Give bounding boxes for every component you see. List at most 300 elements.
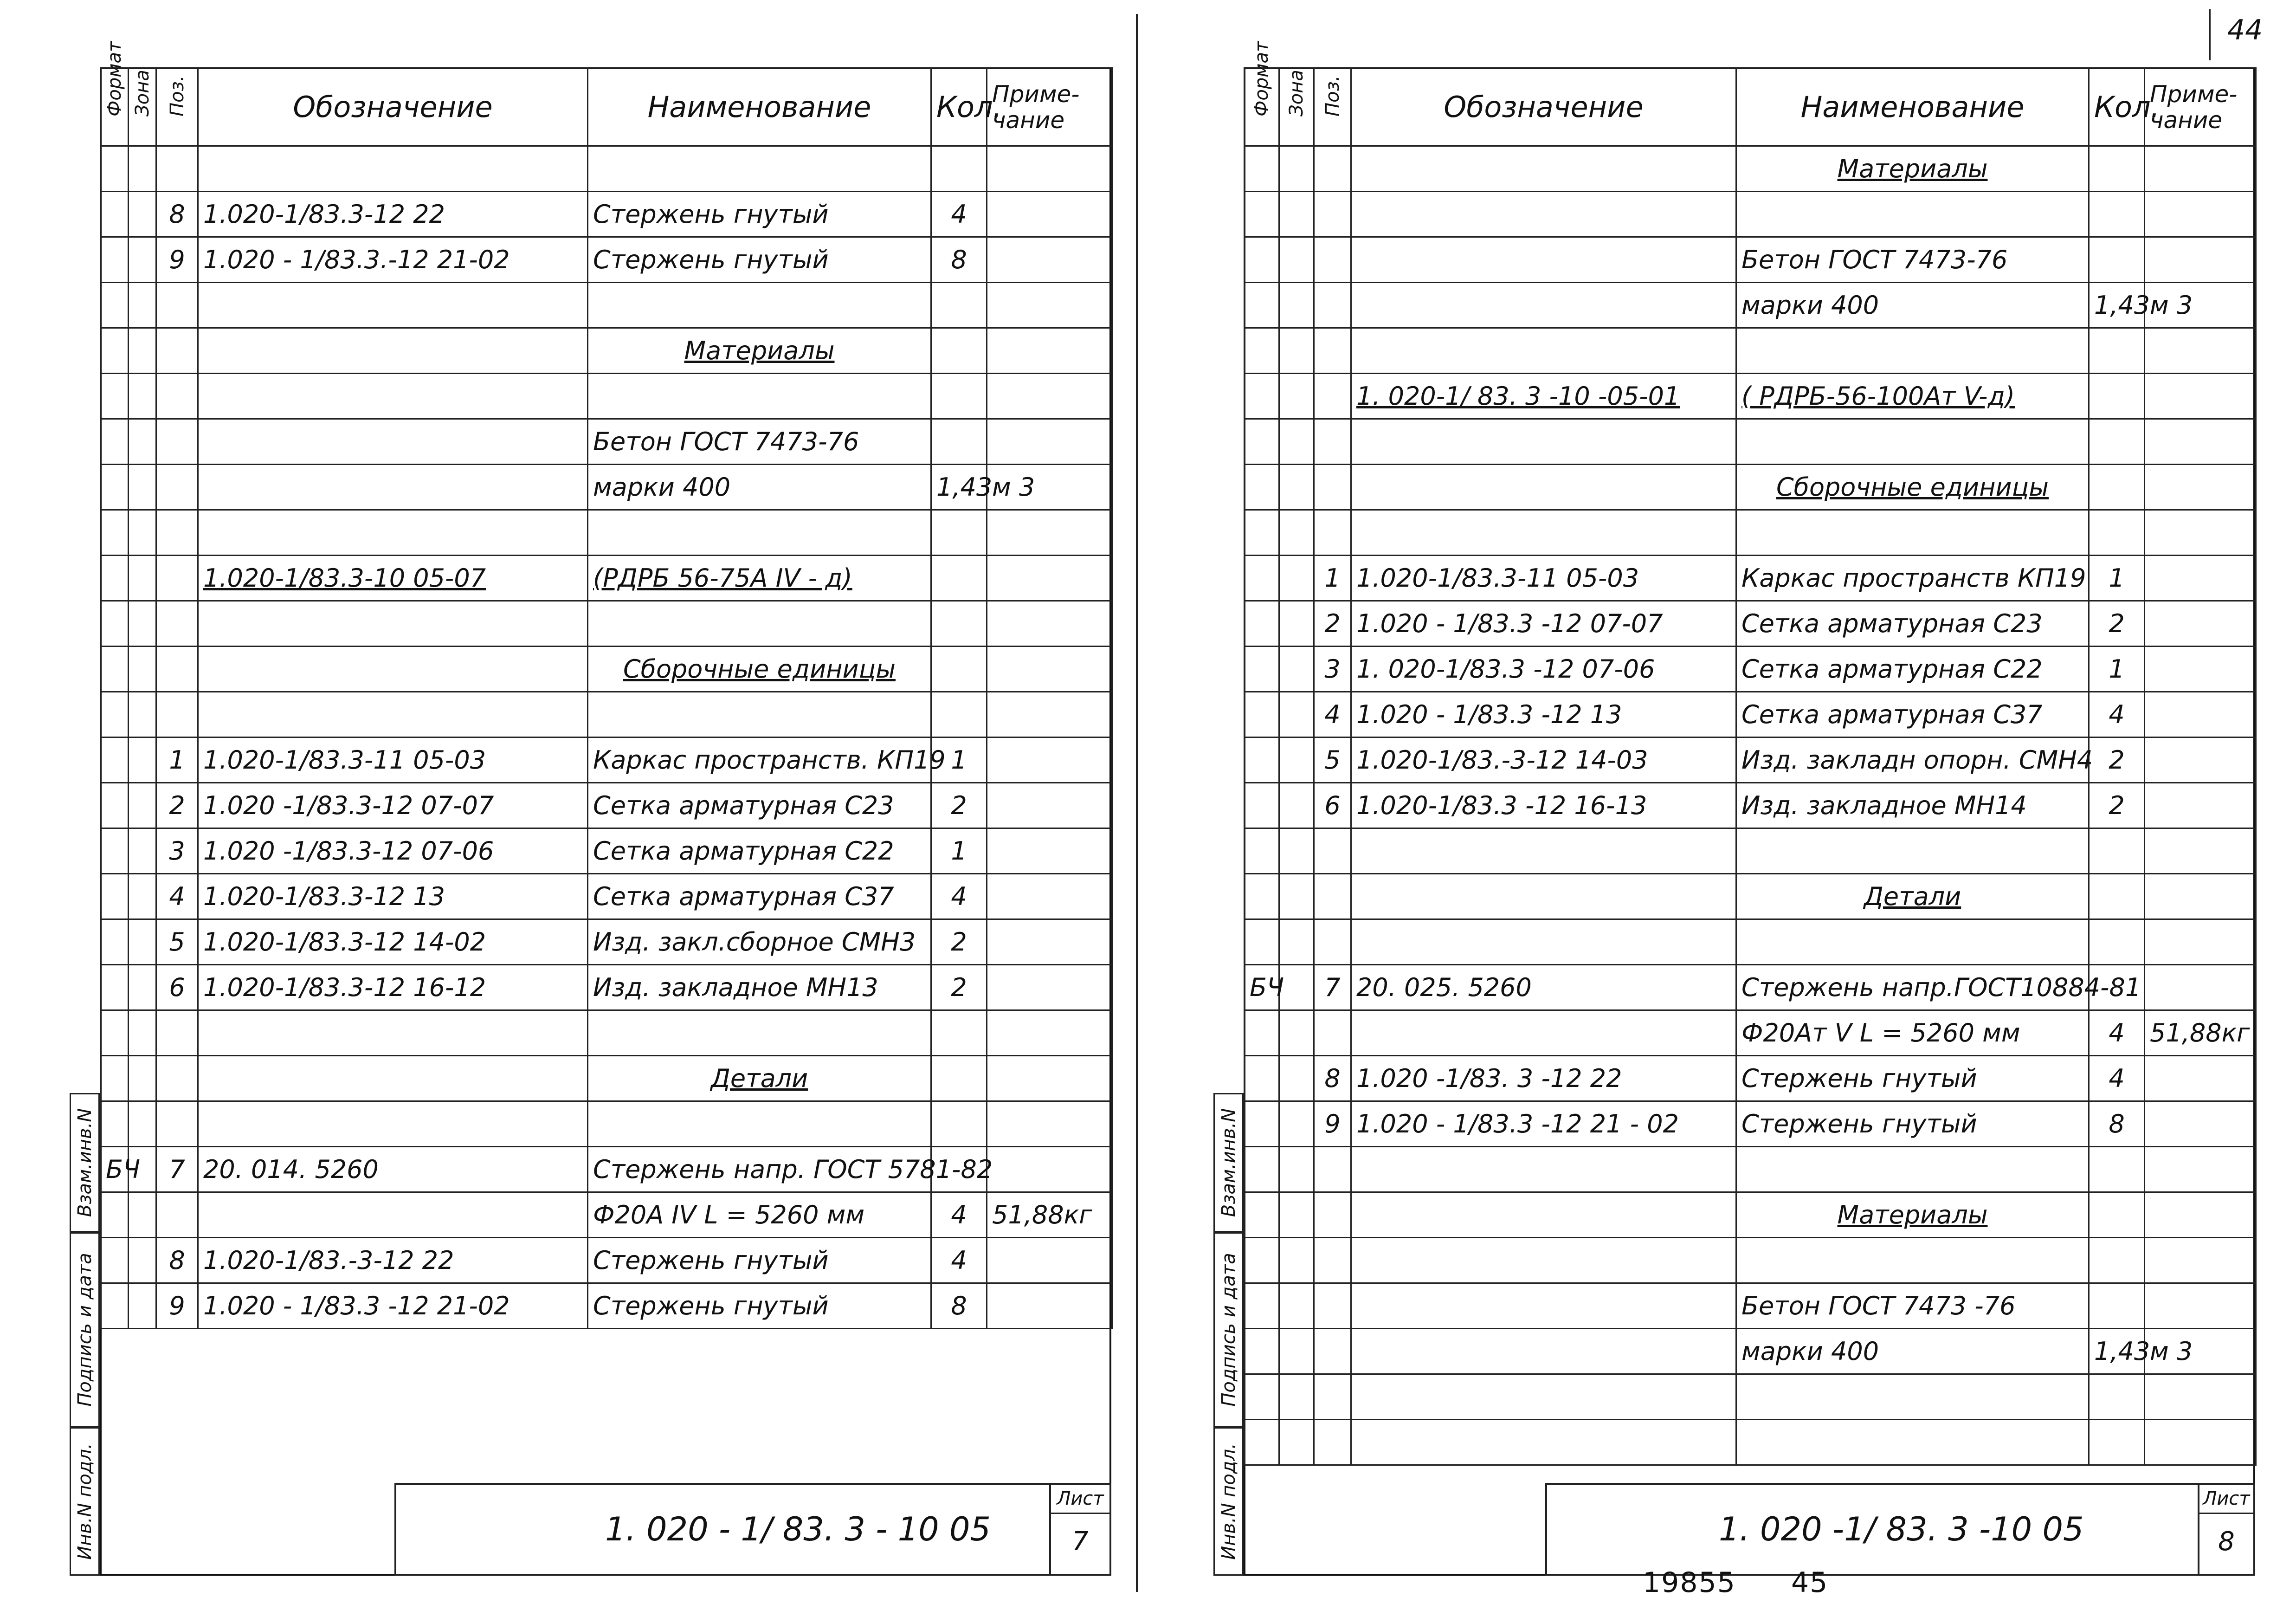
qty-cell <box>2089 919 2145 965</box>
qty-cell <box>931 1010 987 1056</box>
pos-cell: 5 <box>1314 737 1351 783</box>
pos-cell <box>1314 192 1351 237</box>
name-cell: Сетка арматурная С22 <box>1736 647 2089 692</box>
left-side-inv-orig: Инв.N подл. <box>70 1427 100 1576</box>
name-cell: Бетон ГОСТ 7473-76 <box>588 419 931 465</box>
table-row <box>101 919 1112 965</box>
name-cell: Изд. закладн опорн. СМН4 <box>1736 737 2089 783</box>
format-cell <box>101 601 129 647</box>
name-cell: Стержень гнутый <box>588 1283 931 1329</box>
name-cell <box>1736 192 2089 237</box>
left-side-inv-sub: Взам.инв.N <box>70 1093 100 1232</box>
right-title-block <box>1545 1483 2255 1576</box>
pos-cell <box>156 374 198 419</box>
name-cell: Сетка арматурная С37 <box>588 874 931 919</box>
note-cell: 51,88кг <box>987 1192 1112 1238</box>
pos-cell <box>1314 419 1351 465</box>
right-header-row <box>1245 68 2256 146</box>
pos-cell <box>1314 1192 1351 1238</box>
note-cell <box>987 556 1112 601</box>
note-cell <box>2145 965 2256 1010</box>
zone-cell <box>1279 1420 1314 1465</box>
table-row <box>1245 510 2256 556</box>
format-cell <box>101 1238 129 1283</box>
table-row <box>1245 1010 2256 1056</box>
zone-cell <box>129 1101 156 1147</box>
zone-cell <box>1279 1192 1314 1238</box>
qty-cell <box>931 692 987 737</box>
note-cell <box>2145 237 2256 283</box>
zone-cell <box>1279 1010 1314 1056</box>
qty-cell <box>931 1101 987 1147</box>
designation-cell <box>198 283 588 328</box>
note-cell <box>2145 374 2256 419</box>
qty-cell: 1 <box>2089 556 2145 601</box>
format-cell <box>101 1101 129 1147</box>
table-row <box>101 1147 1112 1192</box>
note-cell <box>987 1010 1112 1056</box>
table-row <box>101 328 1112 374</box>
name-cell <box>1736 1238 2089 1283</box>
pos-cell: 9 <box>156 237 198 283</box>
zone-cell <box>129 328 156 374</box>
format-header: Формат <box>101 68 129 146</box>
qty-cell: 4 <box>931 1192 987 1238</box>
table-row <box>101 647 1112 692</box>
designation-cell <box>1351 1283 1736 1329</box>
name-cell: Стержень напр. ГОСТ 5781-82 <box>588 1147 931 1192</box>
qty-cell <box>2089 328 2145 374</box>
name-cell <box>588 1010 931 1056</box>
name-cell: марки 400 <box>588 465 931 510</box>
table-row <box>101 192 1112 237</box>
table-row <box>1245 919 2256 965</box>
table-row <box>101 737 1112 783</box>
note-cell <box>2145 1238 2256 1283</box>
note-cell: м 3 <box>2145 1329 2256 1374</box>
zone-cell <box>129 783 156 828</box>
zone-cell <box>129 419 156 465</box>
qty-cell: 4 <box>2089 692 2145 737</box>
table-row <box>1245 419 2256 465</box>
pos-cell: 5 <box>156 919 198 965</box>
pos-cell <box>156 1192 198 1238</box>
qty-cell: 1 <box>931 737 987 783</box>
pos-cell <box>1314 1420 1351 1465</box>
qty-cell <box>2089 1147 2145 1192</box>
note-cell: м 3 <box>987 465 1112 510</box>
note-cell <box>2145 1147 2256 1192</box>
format-cell <box>101 1010 129 1056</box>
format-cell <box>101 556 129 601</box>
qty-cell: 2 <box>2089 737 2145 783</box>
name-cell: Изд. закладное МН13 <box>588 965 931 1010</box>
left-doc-code: 1. 020 - 1/ 83. 3 - 10 05 <box>605 1510 991 1548</box>
pos-cell: 1 <box>156 737 198 783</box>
zone-cell <box>1279 601 1314 647</box>
zone-cell <box>1279 783 1314 828</box>
name-cell <box>588 1101 931 1147</box>
pos-cell <box>1314 1374 1351 1420</box>
qty-cell <box>931 556 987 601</box>
designation-cell <box>1351 1192 1736 1238</box>
note-cell <box>2145 692 2256 737</box>
pos-header: Поз. <box>1314 68 1351 146</box>
qty-cell: 4 <box>931 874 987 919</box>
pos-cell <box>1314 828 1351 874</box>
designation-header: Обозначение <box>1351 68 1736 146</box>
format-cell <box>101 510 129 556</box>
zone-cell <box>129 1010 156 1056</box>
zone-cell <box>129 1056 156 1101</box>
center-divider <box>1136 14 1138 1592</box>
pos-cell <box>1314 465 1351 510</box>
table-row <box>1245 374 2256 419</box>
name-cell <box>1736 328 2089 374</box>
note-cell <box>987 283 1112 328</box>
format-cell <box>101 283 129 328</box>
left-header-row <box>101 68 1112 146</box>
pos-cell: 4 <box>156 874 198 919</box>
zone-cell <box>1279 1101 1314 1147</box>
name-cell <box>1736 1420 2089 1465</box>
table-row <box>1245 283 2256 328</box>
zone-cell <box>129 237 156 283</box>
designation-cell: 1.020 -1/83.3-12 07-07 <box>198 783 588 828</box>
qty-cell: 8 <box>2089 1101 2145 1147</box>
note-cell <box>2145 919 2256 965</box>
format-cell <box>101 647 129 692</box>
format-cell <box>1245 1374 1279 1420</box>
zone-cell <box>1279 1374 1314 1420</box>
pos-cell <box>156 1010 198 1056</box>
qty-cell: 8 <box>931 1283 987 1329</box>
format-header: Формат <box>1245 68 1279 146</box>
zone-cell <box>129 692 156 737</box>
format-cell <box>101 1056 129 1101</box>
note-cell <box>987 919 1112 965</box>
pos-cell <box>1314 874 1351 919</box>
qty-cell <box>931 328 987 374</box>
note-cell <box>2145 1283 2256 1329</box>
note-cell <box>2145 1056 2256 1101</box>
table-row <box>101 1010 1112 1056</box>
pos-cell <box>1314 919 1351 965</box>
pos-cell <box>1314 1283 1351 1329</box>
format-cell <box>101 783 129 828</box>
name-cell: Детали <box>1736 874 2089 919</box>
pos-cell <box>1314 328 1351 374</box>
designation-cell <box>198 601 588 647</box>
designation-cell: 1.020-1/83.3-10 05-07 <box>198 556 588 601</box>
right-sheet-label: Лист <box>2199 1485 2253 1514</box>
note-cell <box>987 374 1112 419</box>
pos-cell: 8 <box>1314 1056 1351 1101</box>
left-sheet-number: 7 <box>1072 1526 1089 1557</box>
right-spec-table <box>1244 41 2257 1466</box>
right-sheet-number: 8 <box>2218 1526 2235 1557</box>
name-cell: Материалы <box>588 328 931 374</box>
table-row <box>1245 192 2256 237</box>
note-header: Приме- чание <box>987 68 1112 146</box>
name-cell: Материалы <box>1736 146 2089 192</box>
left-title-block <box>394 1483 1111 1576</box>
name-cell <box>588 510 931 556</box>
name-cell: марки 400 <box>1736 283 2089 328</box>
zone-cell <box>1279 1147 1314 1192</box>
table-row <box>1245 737 2256 783</box>
name-cell: Ф20Ат V L = 5260 мм <box>1736 1010 2089 1056</box>
qty-cell <box>931 647 987 692</box>
format-cell <box>1245 601 1279 647</box>
pos-cell <box>156 1101 198 1147</box>
pos-cell <box>156 1056 198 1101</box>
left-sheet-label: Лист <box>1051 1485 1109 1514</box>
pos-cell <box>156 328 198 374</box>
format-cell <box>101 965 129 1010</box>
format-cell <box>1245 647 1279 692</box>
designation-cell: 1. 020-1/83.3 -12 07-06 <box>1351 647 1736 692</box>
name-cell: Изд. закл.сборное СМН3 <box>588 919 931 965</box>
table-row <box>1245 783 2256 828</box>
format-cell <box>101 1283 129 1329</box>
note-cell <box>2145 783 2256 828</box>
note-cell <box>987 146 1112 192</box>
name-cell: Бетон ГОСТ 7473-76 <box>1736 237 2089 283</box>
table-row <box>1245 601 2256 647</box>
zone-cell <box>129 828 156 874</box>
table-row <box>101 1283 1112 1329</box>
zone-cell <box>1279 328 1314 374</box>
name-cell: ( РДРБ-56-100Ат V-д) <box>1736 374 2089 419</box>
table-row <box>1245 828 2256 874</box>
footer-inventory-number: 19855 <box>1643 1566 1736 1599</box>
note-cell <box>987 601 1112 647</box>
table-row <box>1245 1329 2256 1374</box>
note-cell <box>2145 328 2256 374</box>
note-cell <box>2145 465 2256 510</box>
note-cell: м 3 <box>2145 283 2256 328</box>
table-row <box>101 556 1112 601</box>
designation-cell <box>1351 1374 1736 1420</box>
designation-cell: 1.020-1/83.3 -12 16-13 <box>1351 783 1736 828</box>
pos-cell: 8 <box>156 1238 198 1283</box>
note-cell <box>987 965 1112 1010</box>
note-cell <box>987 510 1112 556</box>
right-side-inv-sub: Взам.инв.N <box>1213 1093 1244 1232</box>
qty-cell: 2 <box>931 965 987 1010</box>
right-doc-code: 1. 020 -1/ 83. 3 -10 05 <box>1719 1510 2084 1548</box>
name-cell: Ф20А IV L = 5260 мм <box>588 1192 931 1238</box>
designation-cell: 20. 025. 5260 <box>1351 965 1736 1010</box>
designation-cell <box>1351 1238 1736 1283</box>
zone-cell <box>129 510 156 556</box>
designation-cell: 1. 020-1/ 83. 3 -10 -05-01 <box>1351 374 1736 419</box>
format-cell <box>101 737 129 783</box>
format-cell <box>1245 737 1279 783</box>
designation-cell: 1.020-1/83.3-12 13 <box>198 874 588 919</box>
name-cell: Стержень гнутый <box>588 1238 931 1283</box>
pos-cell <box>156 283 198 328</box>
qty-cell <box>2089 1238 2145 1283</box>
table-row <box>1245 237 2256 283</box>
zone-cell <box>1279 1329 1314 1374</box>
qty-cell <box>2089 374 2145 419</box>
zone-cell <box>129 192 156 237</box>
qty-cell: 1,43 <box>931 465 987 510</box>
qty-cell <box>931 374 987 419</box>
designation-cell: 1.020-1/83.3-12 22 <box>198 192 588 237</box>
name-cell: (РДРБ 56-75А IV - д) <box>588 556 931 601</box>
designation-cell <box>198 374 588 419</box>
qty-cell <box>2089 419 2145 465</box>
name-cell: марки 400 <box>1736 1329 2089 1374</box>
note-cell <box>987 737 1112 783</box>
table-row <box>1245 1101 2256 1147</box>
name-cell <box>1736 1374 2089 1420</box>
qty-cell: 2 <box>2089 601 2145 647</box>
table-row <box>1245 1238 2256 1283</box>
note-header: Приме- чание <box>2145 68 2256 146</box>
pos-cell: 7 <box>156 1147 198 1192</box>
designation-cell <box>1351 1010 1736 1056</box>
note-cell <box>987 783 1112 828</box>
name-header: Наименование <box>1736 68 2089 146</box>
format-cell <box>1245 1010 1279 1056</box>
qty-cell: 2 <box>2089 783 2145 828</box>
format-cell <box>1245 828 1279 874</box>
note-cell <box>2145 510 2256 556</box>
pos-cell <box>156 692 198 737</box>
designation-cell: 1.020 - 1/83.3 -12 21-02 <box>198 1283 588 1329</box>
format-cell <box>1245 1420 1279 1465</box>
name-header: Наименование <box>588 68 931 146</box>
format-cell <box>101 419 129 465</box>
format-cell <box>101 919 129 965</box>
table-row <box>101 465 1112 510</box>
right-sheet-cell <box>2198 1485 2253 1576</box>
designation-cell: 1.020 - 1/83.3 -12 07-07 <box>1351 601 1736 647</box>
format-cell <box>1245 1238 1279 1283</box>
designation-cell <box>198 419 588 465</box>
zone-cell <box>129 647 156 692</box>
note-cell <box>2145 1101 2256 1147</box>
designation-cell: 1.020-1/83.-3-12 22 <box>198 1238 588 1283</box>
zone-cell <box>1279 419 1314 465</box>
qty-header: Кол. <box>931 68 987 146</box>
note-cell <box>2145 556 2256 601</box>
pos-cell <box>156 465 198 510</box>
pos-cell: 2 <box>1314 601 1351 647</box>
page-number-rule <box>2209 9 2211 60</box>
qty-cell <box>2089 1374 2145 1420</box>
note-cell <box>987 828 1112 874</box>
zone-cell <box>129 965 156 1010</box>
zone-cell <box>129 1238 156 1283</box>
pos-cell <box>1314 510 1351 556</box>
name-cell: Стержень гнутый <box>1736 1101 2089 1147</box>
format-cell <box>1245 1056 1279 1101</box>
qty-cell: 4 <box>2089 1056 2145 1101</box>
table-row <box>101 1101 1112 1147</box>
table-row <box>1245 465 2256 510</box>
name-cell: Сетка арматурная С23 <box>1736 601 2089 647</box>
name-cell: Стержень напр.ГОСТ10884-81 <box>1736 965 2089 1010</box>
format-cell <box>101 237 129 283</box>
note-cell <box>987 237 1112 283</box>
table-row <box>1245 692 2256 737</box>
note-cell <box>987 328 1112 374</box>
qty-cell <box>2089 465 2145 510</box>
note-cell <box>2145 647 2256 692</box>
left-sheet-cell <box>1049 1485 1109 1576</box>
format-cell: БЧ <box>1245 965 1279 1010</box>
designation-cell <box>198 146 588 192</box>
note-cell <box>2145 601 2256 647</box>
designation-cell <box>198 692 588 737</box>
zone-cell <box>1279 465 1314 510</box>
designation-cell: 1.020-1/83.-3-12 14-03 <box>1351 737 1736 783</box>
name-cell <box>588 692 931 737</box>
designation-cell: 1.020 -1/83. 3 -12 22 <box>1351 1056 1736 1101</box>
qty-cell: 1 <box>931 828 987 874</box>
designation-cell <box>198 1056 588 1101</box>
qty-cell: 2 <box>931 919 987 965</box>
format-cell <box>101 146 129 192</box>
zone-cell <box>1279 510 1314 556</box>
designation-cell <box>198 1192 588 1238</box>
table-row <box>1245 1147 2256 1192</box>
name-cell <box>588 283 931 328</box>
name-cell: Изд. закладное МН14 <box>1736 783 2089 828</box>
table-row <box>1245 328 2256 374</box>
pos-cell <box>156 419 198 465</box>
qty-cell <box>2089 146 2145 192</box>
name-cell: Сетка арматурная С23 <box>588 783 931 828</box>
table-row <box>101 510 1112 556</box>
table-row <box>1245 965 2256 1010</box>
note-cell <box>987 1238 1112 1283</box>
zone-cell <box>1279 1056 1314 1101</box>
zone-cell <box>1279 1283 1314 1329</box>
format-cell <box>1245 692 1279 737</box>
qty-cell <box>931 419 987 465</box>
designation-cell <box>198 328 588 374</box>
name-cell: Детали <box>588 1056 931 1101</box>
zone-cell <box>1279 237 1314 283</box>
table-row <box>101 283 1112 328</box>
zone-cell <box>1279 283 1314 328</box>
qty-cell <box>931 510 987 556</box>
pos-cell <box>1314 146 1351 192</box>
note-cell <box>987 1147 1112 1192</box>
designation-cell <box>1351 419 1736 465</box>
pos-cell <box>156 601 198 647</box>
format-cell <box>1245 237 1279 283</box>
pos-cell <box>1314 1010 1351 1056</box>
designation-cell: 1.020 - 1/83.3 -12 13 <box>1351 692 1736 737</box>
pos-cell <box>156 647 198 692</box>
zone-cell <box>1279 192 1314 237</box>
designation-header: Обозначение <box>198 68 588 146</box>
zone-cell <box>129 1283 156 1329</box>
pos-cell <box>1314 1329 1351 1374</box>
name-cell <box>588 601 931 647</box>
pos-header: Поз. <box>156 68 198 146</box>
format-cell <box>1245 328 1279 374</box>
table-row <box>1245 1283 2256 1329</box>
qty-cell <box>2089 192 2145 237</box>
